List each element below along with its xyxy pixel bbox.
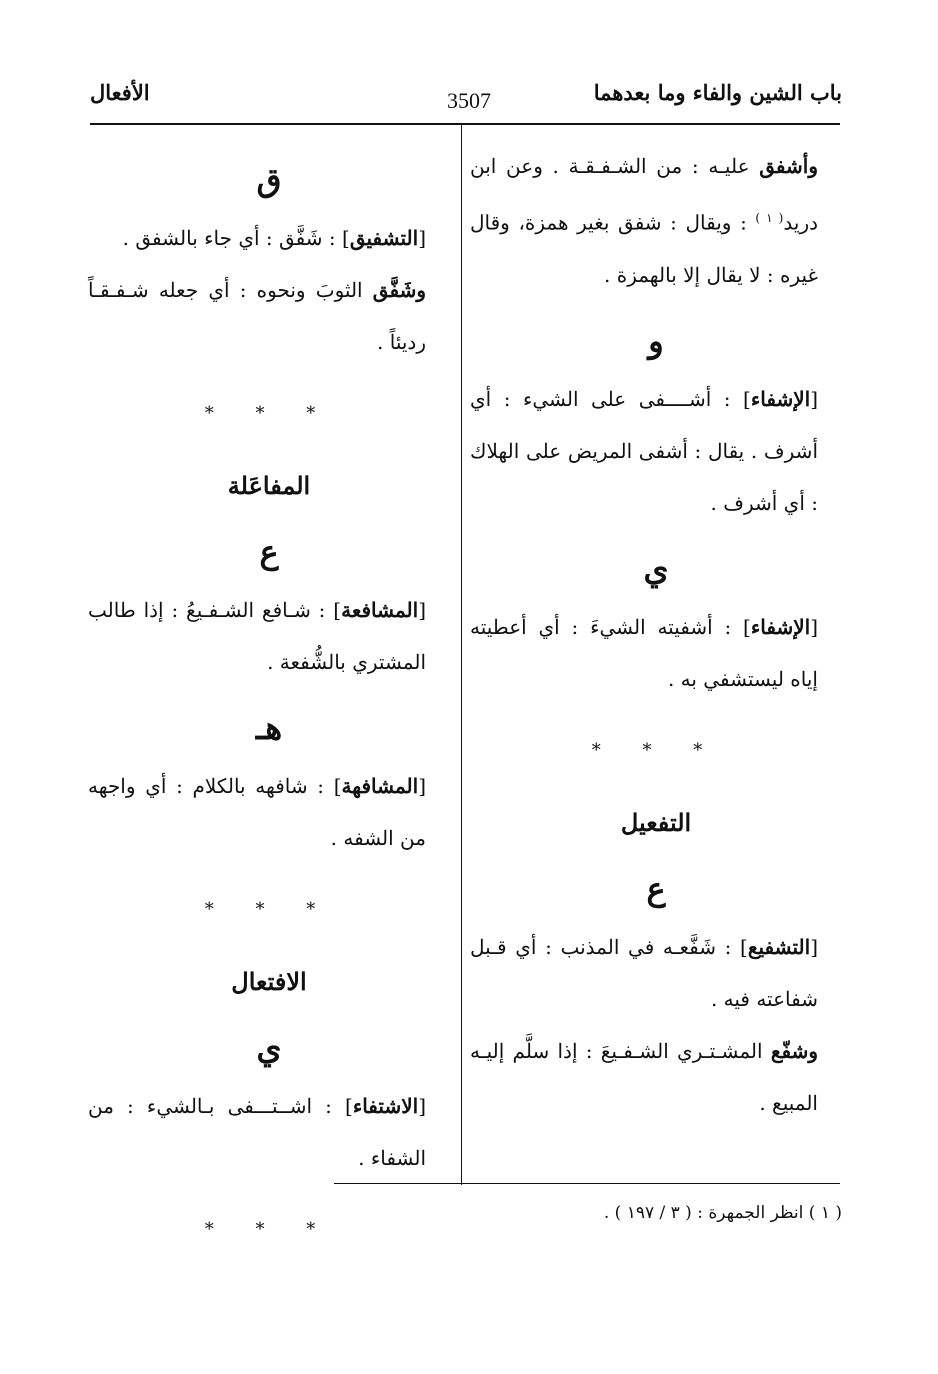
letter-heading-ya: ي <box>256 1029 282 1067</box>
bracket-close: ] <box>740 934 748 959</box>
bracket-open: [ <box>810 386 818 411</box>
entry-text: : شَفَّق : أي جاء بالشفق . <box>122 226 343 250</box>
entry-text: : اشــتـــفى بـالشيء : من الشفاء . <box>88 1094 426 1170</box>
section-separator: * * * <box>204 403 334 424</box>
entry-shaffa <box>470 1025 842 1129</box>
letter-heading-qaf: ق <box>256 161 282 199</box>
entry-text: : ويقال : شفق بغير همزة، وقال غيره : لا يقال إلا بالهمزة . <box>470 210 818 287</box>
bracket-close: ] <box>333 774 342 798</box>
entry-label: المشافعة <box>341 598 419 622</box>
running-header-chapter: باب الشين والفاء وما بعدهما <box>593 80 842 105</box>
entry-text: المشـتـري الشـفـيعَ : إذا سلَّم إليـه المبيع . <box>470 1038 818 1115</box>
left-column <box>88 140 450 1276</box>
entry-label: وأشفق <box>759 154 818 178</box>
bracket-open: [ <box>418 226 426 250</box>
section-separator: * * * <box>204 1219 334 1240</box>
entry-label: وشَفَّق <box>372 278 426 302</box>
header-rule <box>90 123 840 125</box>
entry-label: الإشفاء <box>750 386 811 411</box>
entry-label: التشفيق <box>349 226 419 250</box>
bracket-open: [ <box>418 1094 426 1118</box>
entry-text: الثوبَ ونحوه : أي جعله شـفـقـاً رديئاً . <box>88 278 426 354</box>
entry-label: المشافهة <box>341 774 419 798</box>
footnote-ref: ( ١ ) <box>755 211 784 225</box>
entry-label: التشفيع <box>747 934 811 959</box>
bracket-close: ] <box>345 1094 353 1118</box>
bracket-close: ] <box>743 386 751 411</box>
entry-text: : شَفَّعـه في المذنب : أي قـبل شفاعته فيه . <box>470 934 818 1011</box>
entry-label: وشفّع <box>770 1038 818 1063</box>
entry-ishtifaa <box>88 1080 450 1184</box>
entry-text: : أشــــفى على الشيء : أي أشرف . يقال : أشفى المريض على الهلاك : أي أشرف . <box>470 386 818 515</box>
entry-text: : أشفيته الشيءَ : أي أعطيته إياه ليستشفي به . <box>470 614 818 691</box>
column-divider <box>461 125 462 1185</box>
section-separator: * * * <box>204 899 334 920</box>
bracket-open: [ <box>810 934 818 959</box>
entry-mushafaha <box>88 760 450 864</box>
letter-heading-waw: و <box>648 321 664 360</box>
entry-tashfiq <box>88 212 450 264</box>
letter-heading-ain: ع <box>646 869 666 908</box>
footnote-rule <box>334 1183 840 1184</box>
right-column <box>470 140 842 1129</box>
letter-heading-ha: هـ <box>255 709 283 747</box>
entry-ishfaa-2 <box>470 601 842 705</box>
entry-mushafaa <box>88 584 450 688</box>
entry-ashfaqa <box>470 140 842 301</box>
bracket-close: ] <box>342 226 350 250</box>
footnote: ( ١ ) انظر الجمهرة : ( ٣ / ١٩٧ ) . <box>603 1203 842 1223</box>
entry-tashfi <box>470 921 842 1025</box>
entry-text: عليـه : من الشـفـقـة . وعن ابن دريد <box>470 154 819 235</box>
entry-label: الاشتفاء <box>352 1094 419 1118</box>
section-heading-mufaala: المفاعَلة <box>227 471 311 500</box>
bracket-close: ] <box>743 614 751 639</box>
bracket-open: [ <box>810 614 818 639</box>
entry-text: : شافهه بالكلام : أي واجهه من الشفه . <box>88 774 426 850</box>
section-separator: * * * <box>591 739 721 761</box>
section-heading-iftial: الافتعال <box>231 967 307 996</box>
running-header-section: الأفعال <box>90 80 150 105</box>
entry-text: : شـافع الشـفـيعُ : إذا طالب المشتري بالشُّفعة . <box>88 598 426 674</box>
bracket-open: [ <box>418 774 426 798</box>
entry-shaffaqa <box>88 264 450 368</box>
letter-heading-ain: ع <box>259 533 279 571</box>
bracket-open: [ <box>418 598 426 622</box>
entry-label: الإشفاء <box>750 614 811 639</box>
letter-heading-ya: ي <box>643 549 669 588</box>
section-heading-tafil: التفعيل <box>620 807 692 837</box>
entry-ishfaa-1 <box>470 373 842 529</box>
bracket-close: ] <box>333 598 342 622</box>
page-number: 3507 <box>447 88 491 113</box>
